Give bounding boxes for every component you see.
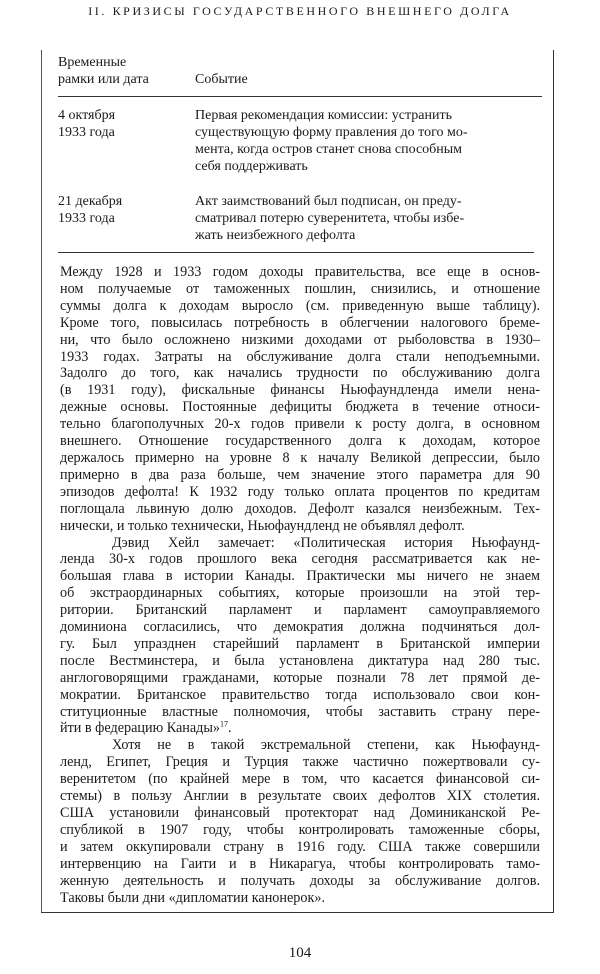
text-line-content: внешнего. Отношение государственного долга к доходам, которое	[60, 433, 540, 450]
text-line	[60, 737, 540, 754]
table-bottom-rule	[58, 252, 534, 253]
text-line	[60, 518, 540, 535]
text-line-content: йти в федерацию Канады»	[60, 720, 221, 737]
body-text	[60, 264, 540, 906]
text-line-content: Таковы были дни «дипломатии канонерок».	[60, 889, 325, 906]
text-line	[60, 636, 540, 653]
text-line-content: ни, что было осложнено низкими доходами от рыболовства в 1930–	[60, 331, 540, 348]
text-line-content: ленд, Египет, Греция и Турция также частично пожертвовали су-	[60, 754, 540, 771]
text-line	[60, 281, 540, 298]
text-line-content: Кроме того, повысилась потребность в облегчении налогового бреме-	[60, 314, 540, 331]
header-date	[58, 54, 195, 88]
table-header	[58, 54, 542, 97]
text-line	[60, 890, 540, 907]
text-line	[60, 619, 540, 636]
text-line-content: примерно в два раза больше, чем значение этого параметра для 90	[60, 466, 540, 483]
text-line	[60, 501, 540, 518]
text-line-content: суммы долга к доходам выросло (см. приведенную выше таблицу).	[60, 297, 540, 314]
text-line	[60, 450, 540, 467]
table-row	[58, 193, 542, 244]
row-date-line: 1933 года	[58, 125, 115, 140]
text-line-content: большая глава в истории Канады. Практически мы ничего не знаем	[60, 568, 540, 585]
text-line-content: (в 1931 году), фискальные финансы Ньюфаундленда имели нена-	[60, 382, 540, 399]
text-line-content: веренитетом (по крайней мере в том, что касается финансовой си-	[60, 771, 540, 788]
text-line-content: об экстраординарных событиях, которые произошли на этой тер-	[60, 585, 540, 602]
row-date	[58, 107, 195, 175]
row-event-line: Первая рекомендация комиссии: устранить	[195, 108, 452, 123]
row-date-line: 1933 года	[58, 211, 115, 226]
row-event-line: сматривал потерю суверенитета, чтобы избе-	[195, 211, 465, 226]
text-line	[60, 535, 540, 552]
text-line-content: дежные основы. Постоянные дефициты бюджета в течение относи-	[60, 399, 540, 416]
text-line	[60, 332, 540, 349]
table-row	[58, 107, 542, 175]
text-line-content: женную деятельность и получать доходы за обслуживание долгов.	[60, 872, 540, 889]
text-line	[60, 264, 540, 281]
text-line-content: ритории. Британский парламент и парламент самоуправляемого	[60, 602, 540, 619]
row-event	[195, 193, 542, 244]
text-line-content: ституционные властные полномочия, чтобы заставить страну пере-	[60, 703, 540, 720]
punctuation: .	[228, 720, 232, 737]
text-line-content: ленда 30-х годов прошлого века сегодня рассматривается как не-	[60, 551, 540, 568]
text-line	[60, 382, 540, 399]
text-line	[60, 399, 540, 416]
text-line-content: Между 1928 и 1933 годом доходы правительства, все еще в основ-	[60, 264, 540, 280]
text-line	[60, 551, 540, 568]
text-line	[60, 805, 540, 822]
text-line-content: эпизодов дефолта! К 1932 году только оплата процентов по кредитам	[60, 483, 540, 500]
text-line-content: мократии. Британское правительство тогда использовало свои кон-	[60, 686, 540, 703]
text-line	[60, 873, 540, 890]
paragraph	[60, 737, 540, 906]
text-line	[60, 602, 540, 619]
text-line-content: стемы) в пользу Англии в результате своих дефолтов XIX столетия.	[60, 788, 540, 805]
paragraph	[60, 535, 540, 738]
text-line	[60, 467, 540, 484]
header-date-line: рамки или дата	[58, 72, 149, 87]
text-line	[60, 433, 540, 450]
text-line	[60, 349, 540, 366]
text-line	[60, 839, 540, 856]
text-line	[60, 822, 540, 839]
row-date-line: 21 декабря	[58, 194, 123, 209]
row-event	[195, 107, 542, 175]
text-line	[60, 754, 540, 771]
text-line	[60, 856, 540, 873]
text-line	[60, 568, 540, 585]
text-line-content: доминиона согласились, что демократия должна подчиняться дол-	[60, 619, 540, 636]
text-line-content: тельно благополучных 20-х годов привели к росту долга, в основном	[60, 416, 540, 433]
text-line-content: и затем оккупировали страну в 1916 году. США также совершили	[60, 838, 540, 855]
text-line-content: поглощала львиную долю доходов. Дефолт казался неизбежным. Тех-	[60, 500, 540, 517]
text-line-content: нически, и только технически, Ньюфаундленд не объявлял дефолт.	[60, 517, 465, 534]
row-date	[58, 193, 195, 244]
text-line	[60, 720, 540, 737]
text-line-content: гу. Был упразднен старейший парламент в Британской империи	[60, 635, 540, 652]
text-line-content: ном получаемые от таможенных пошлин, снизились, и отношение	[60, 280, 540, 297]
header-event	[195, 54, 542, 88]
text-line	[60, 585, 540, 602]
text-line	[60, 771, 540, 788]
text-line-content: США установили финансовый протекторат над Доминиканской Ре-	[60, 805, 540, 821]
paragraph	[60, 264, 540, 535]
text-line	[60, 484, 540, 501]
events-table	[58, 54, 542, 244]
text-line	[60, 704, 540, 721]
row-event-line: себя поддерживать	[195, 159, 308, 174]
footnote-ref[interactable]: 17	[220, 720, 229, 729]
row-date-line: 4 октября	[58, 108, 116, 123]
text-line	[60, 788, 540, 805]
text-line-content: Задолго до того, как начались трудности по обслуживанию долга	[60, 365, 540, 382]
text-line	[60, 315, 540, 332]
text-line	[60, 670, 540, 687]
text-line-content: англоговорящими гражданами, которые познали 78 лет прямой де-	[60, 669, 540, 686]
text-line-content: спубликой в 1907 году, чтобы контролировать таможенные сборы,	[60, 821, 540, 838]
row-event-line: мента, когда остров станет снова способным	[195, 142, 463, 157]
row-event-line: жать неизбежного дефолта	[195, 228, 356, 243]
text-line-content: Дэвид Хейл замечает: «Политическая история Ньюфаунд-	[112, 534, 540, 551]
text-line-content: 1933 годах. Затраты на обслуживание долга стали неподъемными.	[60, 348, 540, 365]
row-event-line: Акт заимствований был подписан, он преду-	[195, 194, 462, 209]
header-event-label: Событие	[195, 72, 248, 87]
text-line	[60, 416, 540, 433]
text-line	[60, 365, 540, 382]
page-number: 104	[288, 945, 312, 961]
header-date-line: Временные	[58, 55, 127, 70]
text-line	[60, 298, 540, 315]
text-line	[60, 687, 540, 704]
text-line-content: держалось примерно на уровне 8 к началу Великой депрессии, было	[60, 449, 540, 466]
running-head: II. КРИЗИСЫ ГОСУДАРСТВЕННОГО ВНЕШНЕГО ДОЛГА	[88, 4, 512, 18]
text-line-content: после Вестминстера, и была установлена диктатура над 280 тыс.	[60, 652, 540, 669]
text-line-content: Хотя не в такой экстремальной степени, как Ньюфаунд-	[112, 737, 540, 754]
text-line	[60, 653, 540, 670]
row-event-line: существующую форму правления до того мо-	[195, 125, 468, 140]
text-line-content: интервенцию на Гаити и в Никарагуа, чтобы контролировать тамо-	[60, 855, 540, 872]
